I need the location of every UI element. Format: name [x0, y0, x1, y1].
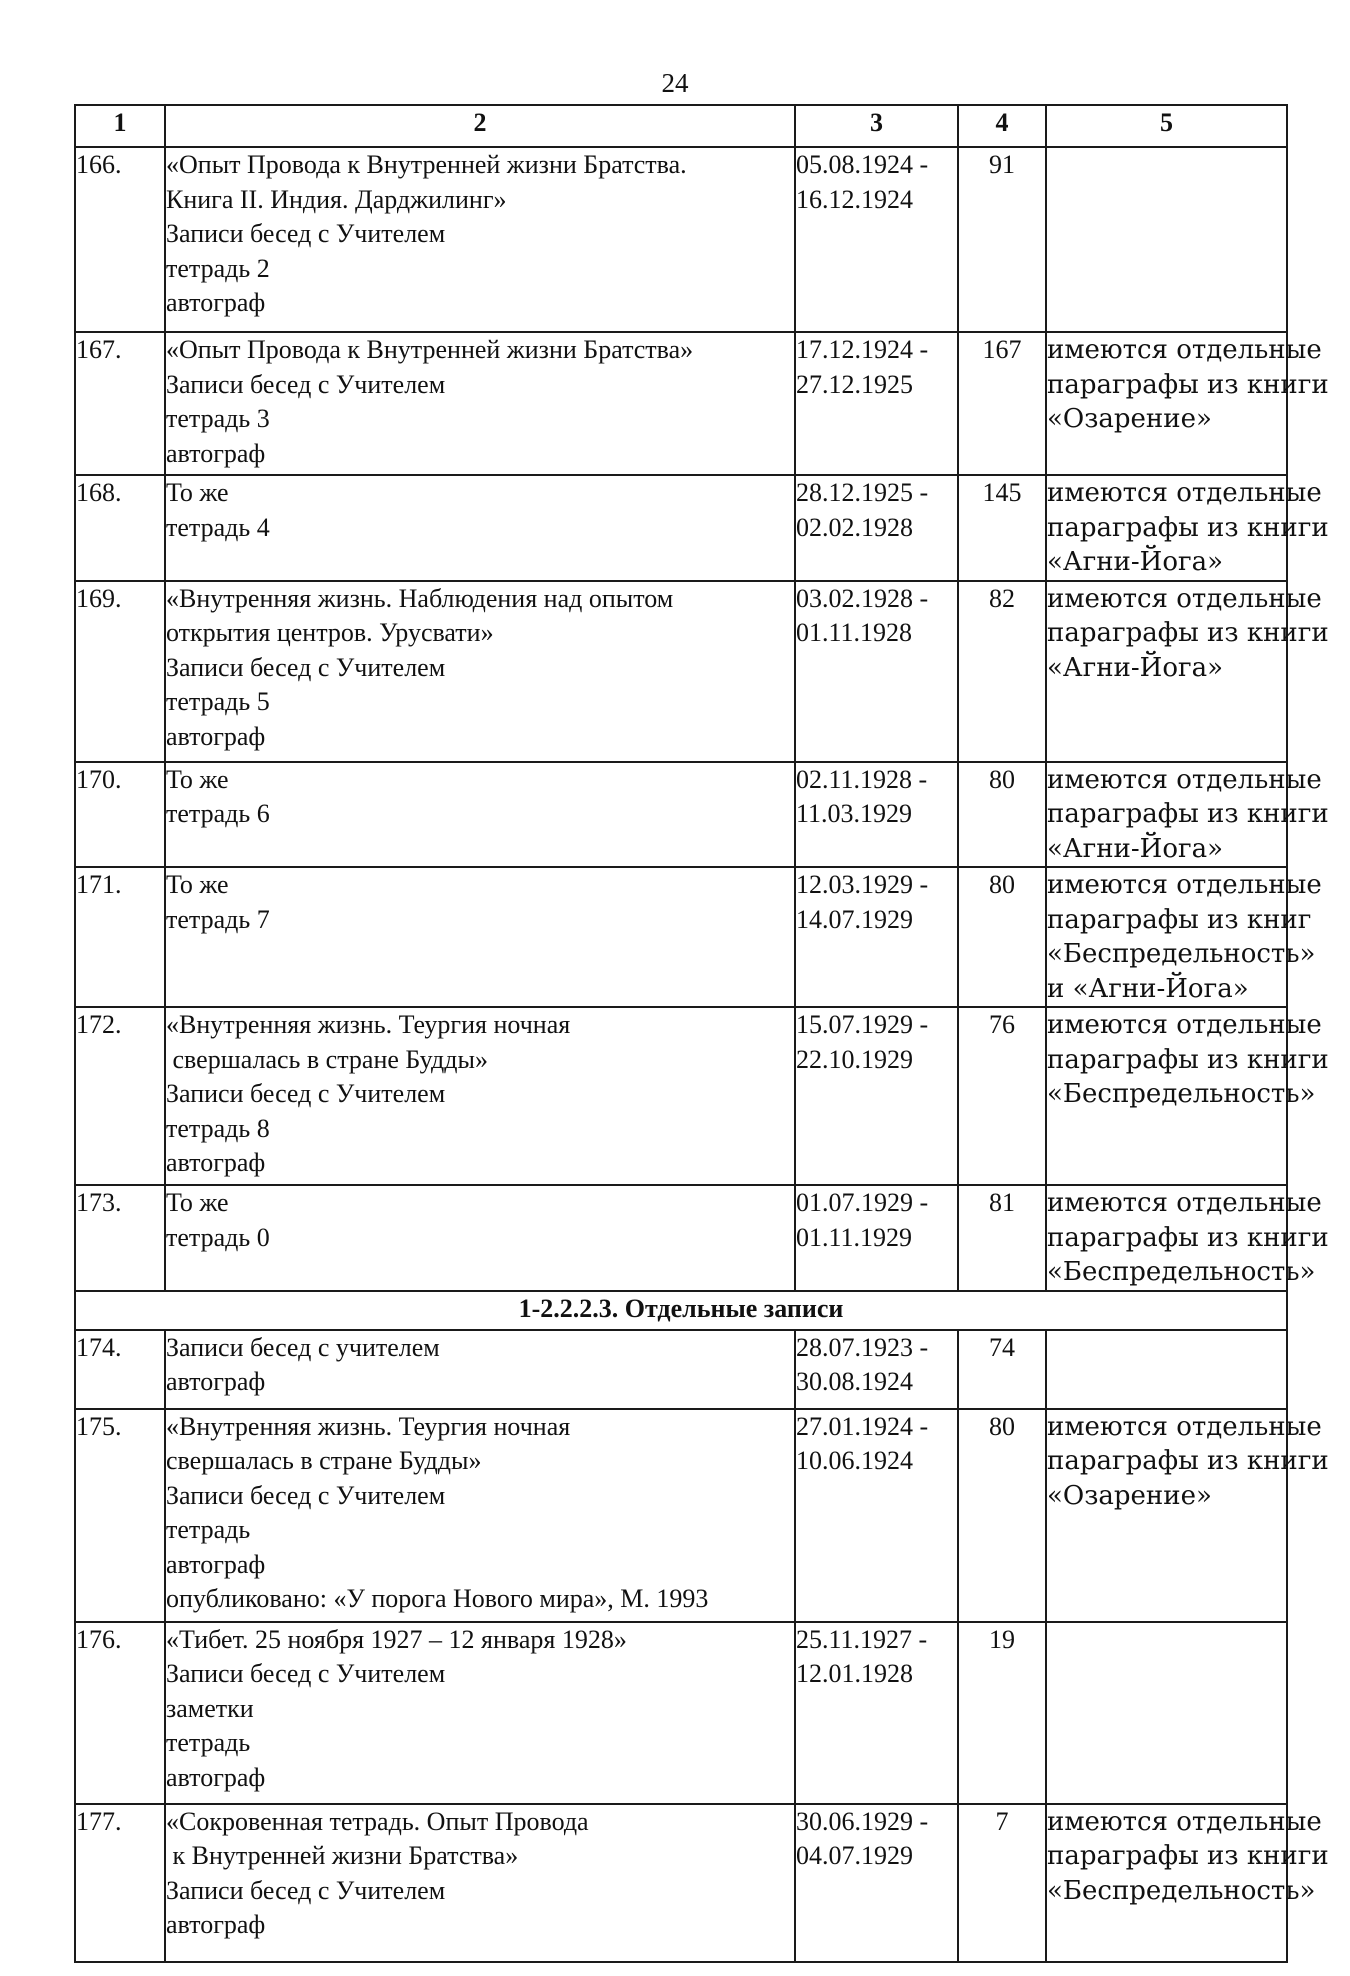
table-row	[75, 332, 1287, 475]
description-line: Записи бесед с Учителем	[166, 1480, 446, 1510]
date-line: 30.08.1924	[796, 1367, 913, 1396]
note-line: имеются отдельные	[1047, 583, 1322, 614]
item-description	[165, 1185, 795, 1291]
column-header-5: 5	[1046, 105, 1287, 147]
item-number: 169.	[75, 581, 165, 762]
note-line: параграфы из книг	[1047, 904, 1312, 935]
description-line: свершалась в стране Будды»	[166, 1044, 488, 1074]
column-header-1: 1	[75, 105, 165, 147]
date-line: 27.01.1924 -	[796, 1411, 929, 1441]
note-line: параграфы из книги	[1047, 1222, 1329, 1253]
item-sheet-count: 80	[958, 867, 1046, 1007]
description-line: «Внутренняя жизнь. Теургия ночная	[166, 1411, 571, 1441]
column-header-3: 3	[795, 105, 958, 147]
description-line: опубликовано: «У порога Нового мира», М. 1993	[166, 1584, 709, 1613]
item-sheet-count: 80	[958, 762, 1046, 868]
item-note	[1046, 581, 1329, 762]
item-sheet-count: 7	[958, 1804, 1046, 1962]
date-line: 28.07.1923 -	[796, 1332, 929, 1362]
description-line: «Внутренняя жизнь. Наблюдения над опытом	[166, 583, 674, 613]
description-line: Записи бесед с Учителем	[166, 652, 446, 682]
date-line: 10.06.1924	[796, 1446, 913, 1475]
table-row	[75, 762, 1287, 868]
note-line: «Беспредельность»	[1047, 1875, 1316, 1906]
item-note	[1046, 1330, 1287, 1409]
description-line: автограф	[166, 288, 266, 317]
note-line: «Беспредельность»	[1047, 1257, 1316, 1287]
table-row	[75, 147, 1287, 332]
note-line: имеются отдельные	[1047, 1806, 1322, 1837]
item-number: 170.	[75, 762, 165, 868]
item-number: 168.	[75, 475, 165, 581]
date-line: 25.11.1927 -	[796, 1624, 928, 1654]
item-sheet-count: 145	[958, 475, 1046, 581]
table-row	[75, 1007, 1287, 1185]
date-line: 12.01.1928	[796, 1659, 913, 1688]
note-line: «Агни-Йога»	[1047, 547, 1224, 577]
item-note	[1046, 762, 1329, 868]
date-line: 30.06.1929 -	[796, 1806, 929, 1836]
date-line: 17.12.1924 -	[796, 335, 929, 364]
date-line: 03.02.1928 -	[796, 583, 929, 613]
note-line: параграфы из книги	[1047, 618, 1329, 648]
date-line: 02.02.1928	[796, 512, 913, 542]
description-line: автограф	[166, 438, 266, 468]
note-line: имеются отдельные	[1047, 1411, 1322, 1442]
item-description	[165, 1622, 795, 1804]
note-line: параграфы из книги	[1047, 799, 1329, 829]
description-line: тетрадь 5	[166, 687, 270, 716]
item-sheet-count: 19	[958, 1622, 1046, 1804]
item-dates	[795, 1007, 958, 1185]
description-line: То же	[166, 870, 229, 899]
table-body	[75, 147, 1329, 1962]
description-line: Записи бесед с Учителем	[166, 369, 446, 399]
item-note	[1046, 147, 1287, 332]
note-line: параграфы из книги	[1047, 1044, 1329, 1075]
date-line: 14.07.1929	[796, 904, 913, 934]
date-line: 01.11.1929	[796, 1222, 913, 1252]
description-line: тетрадь 7	[166, 904, 270, 934]
description-line: «Опыт Провода к Внутренней жизни Братства.	[166, 150, 687, 179]
item-note	[1046, 332, 1329, 475]
note-line: «Беспредельность»	[1047, 1079, 1316, 1109]
item-number: 175.	[75, 1409, 165, 1622]
description-line: свершалась в стране Будды»	[166, 1446, 482, 1475]
note-line: имеются отдельные	[1047, 1010, 1322, 1040]
note-line: «Озарение»	[1047, 404, 1212, 434]
description-line: То же	[166, 1188, 229, 1217]
description-line: тетрадь 6	[166, 799, 270, 828]
description-line: тетрадь	[166, 1515, 251, 1544]
table-row	[75, 1330, 1287, 1409]
item-number: 171.	[75, 867, 165, 1007]
item-dates	[795, 1622, 958, 1804]
description-line: тетрадь	[166, 1728, 251, 1757]
item-sheet-count: 74	[958, 1330, 1046, 1409]
description-line: тетрадь 4	[166, 512, 270, 542]
date-line: 04.07.1929	[796, 1841, 913, 1870]
description-line: «Опыт Провода к Внутренней жизни Братства»	[166, 335, 694, 364]
note-line: имеются отдельные	[1047, 1188, 1322, 1218]
description-line: автограф	[166, 1367, 266, 1396]
date-line: 05.08.1924 -	[796, 150, 929, 179]
item-description	[165, 1804, 795, 1962]
item-dates	[795, 581, 958, 762]
description-line: автограф	[166, 1549, 266, 1579]
description-line: «Внутренняя жизнь. Теургия ночная	[166, 1010, 571, 1039]
date-line: 12.03.1929 -	[796, 870, 929, 899]
item-number: 167.	[75, 332, 165, 475]
item-dates	[795, 1804, 958, 1962]
description-line: тетрадь 0	[166, 1222, 270, 1252]
note-line: и «Агни-Йога»	[1047, 973, 1249, 1004]
description-line: автограф	[166, 1762, 266, 1792]
note-line: имеются отдельные	[1047, 335, 1322, 365]
date-line: 15.07.1929 -	[796, 1010, 929, 1039]
date-line: 01.11.1928	[796, 618, 913, 647]
item-number: 166.	[75, 147, 165, 332]
item-number: 172.	[75, 1007, 165, 1185]
item-number: 176.	[75, 1622, 165, 1804]
table-row	[75, 1185, 1287, 1291]
table-row	[75, 1409, 1287, 1622]
item-number: 174.	[75, 1330, 165, 1409]
archive-register-table	[74, 104, 1329, 1963]
table-row	[75, 1622, 1287, 1804]
item-dates	[795, 1185, 958, 1291]
description-line: автограф	[166, 721, 266, 751]
item-number: 177.	[75, 1804, 165, 1962]
column-header-4: 4	[958, 105, 1046, 147]
item-sheet-count: 81	[958, 1185, 1046, 1291]
description-line: тетрадь 2	[166, 253, 270, 283]
description-line: Записи бесед с учителем	[166, 1332, 440, 1362]
item-number: 173.	[75, 1185, 165, 1291]
description-line: Записи бесед с Учителем	[166, 1875, 446, 1905]
date-line: 16.12.1924	[796, 184, 913, 214]
section-title: 1-2.2.2.3. Отдельные записи	[75, 1291, 1287, 1330]
note-line: имеются отдельные	[1047, 870, 1322, 900]
date-line: 27.12.1925	[796, 369, 913, 399]
note-line: параграфы из книги	[1047, 369, 1329, 400]
note-line: параграфы из книги	[1047, 1841, 1329, 1871]
column-header-2: 2	[165, 105, 795, 147]
note-line: параграфы из книги	[1047, 1446, 1329, 1476]
date-line: 01.07.1929 -	[796, 1188, 929, 1217]
item-note	[1046, 1804, 1329, 1962]
date-line: 22.10.1929	[796, 1044, 913, 1074]
description-line: автограф	[166, 1910, 266, 1939]
item-dates	[795, 475, 958, 581]
table-row	[75, 867, 1287, 1007]
note-line: имеются отдельные	[1047, 478, 1322, 508]
table-row	[75, 1804, 1287, 1962]
item-dates	[795, 147, 958, 332]
note-line: «Агни-Йога»	[1047, 652, 1224, 683]
note-line: «Озарение»	[1047, 1480, 1212, 1511]
description-line: Записи бесед с Учителем	[166, 1659, 446, 1688]
note-line: «Агни-Йога»	[1047, 833, 1224, 864]
note-line: «Беспредельность»	[1047, 939, 1316, 969]
item-dates	[795, 867, 958, 1007]
description-line: Книга II. Индия. Дарджилинг»	[166, 184, 507, 214]
date-line: 28.12.1925 -	[796, 478, 929, 507]
description-line: автограф	[166, 1148, 266, 1177]
item-sheet-count: 76	[958, 1007, 1046, 1185]
item-note	[1046, 867, 1322, 1007]
item-description	[165, 1409, 795, 1622]
item-description	[165, 1330, 795, 1409]
item-dates	[795, 332, 958, 475]
item-note	[1046, 1622, 1287, 1804]
item-sheet-count: 167	[958, 332, 1046, 475]
item-dates	[795, 762, 958, 868]
description-line: То же	[166, 478, 229, 507]
item-dates	[795, 1409, 958, 1622]
item-note	[1046, 1185, 1329, 1291]
item-sheet-count: 82	[958, 581, 1046, 762]
item-description	[165, 762, 795, 868]
item-sheet-count: 80	[958, 1409, 1046, 1622]
description-line: «Тибет. 25 ноября 1927 – 12 января 1928»	[166, 1624, 627, 1654]
item-note	[1046, 475, 1329, 581]
description-line: открытия центров. Урусвати»	[166, 618, 494, 647]
table-row	[75, 475, 1287, 581]
note-line: параграфы из книги	[1047, 512, 1329, 543]
item-description	[165, 581, 795, 762]
item-description	[165, 332, 795, 475]
item-sheet-count: 91	[958, 147, 1046, 332]
item-description	[165, 1007, 795, 1185]
table-row	[75, 581, 1287, 762]
item-description	[165, 475, 795, 581]
item-note	[1046, 1007, 1329, 1185]
date-line: 11.03.1929	[796, 799, 913, 828]
header-row	[75, 105, 1287, 147]
item-dates	[795, 1330, 958, 1409]
description-line: к Внутренней жизни Братства»	[166, 1841, 519, 1870]
description-line: Записи бесед с Учителем	[166, 1079, 446, 1108]
description-line: тетрадь 8	[166, 1113, 270, 1143]
item-description	[165, 147, 795, 332]
page-number: 24	[661, 68, 689, 98]
item-description	[165, 867, 795, 1007]
item-note	[1046, 1409, 1329, 1622]
description-line: заметки	[166, 1693, 254, 1723]
description-line: «Сокровенная тетрадь. Опыт Провода	[166, 1806, 589, 1836]
description-line: Записи бесед с Учителем	[166, 219, 446, 248]
description-line: тетрадь 3	[166, 404, 270, 433]
note-line: имеются отдельные	[1047, 764, 1322, 795]
section-row	[75, 1291, 1287, 1330]
date-line: 02.11.1928 -	[796, 764, 928, 794]
description-line: То же	[166, 764, 229, 794]
